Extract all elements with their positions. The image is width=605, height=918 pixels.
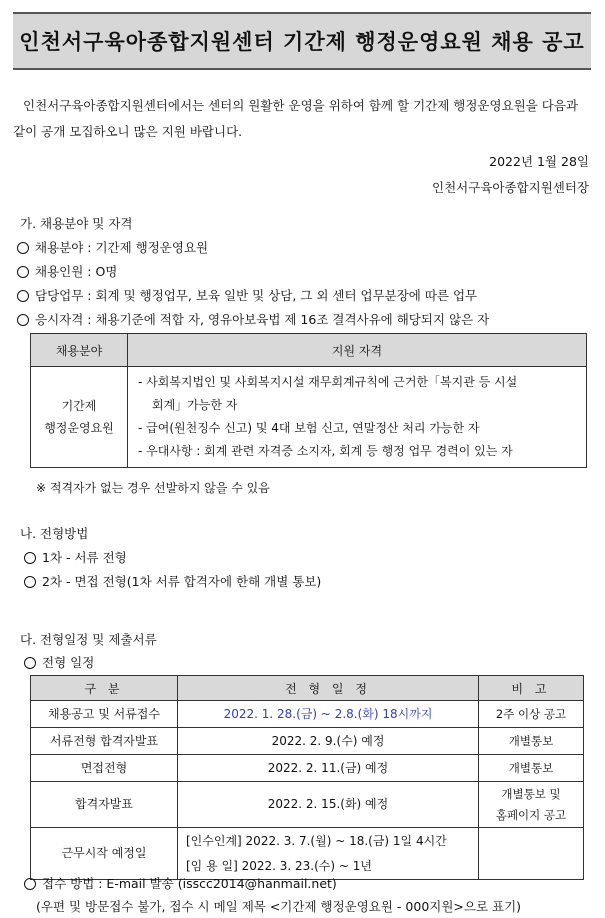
table-cell: 서류전형 합격자발표 <box>31 728 178 755</box>
table-row <box>31 676 584 701</box>
circle-bullet-icon <box>17 290 29 302</box>
circle-bullet-icon <box>24 552 36 564</box>
list-item: 응시자격 : 채용기준에 적합 자, 영유아보육법 제 16조 결격사유에 해당되지 않은 자 <box>17 310 489 328</box>
table-cell: 2022. 2. 9.(수) 예정 <box>178 728 479 755</box>
table-row <box>31 701 584 728</box>
table-row <box>31 782 584 828</box>
circle-bullet-icon <box>24 878 36 890</box>
qual-cell: - 사회복지법인 및 사회복지시설 재무회계규칙에 근거한「복지관 등 시설 회계」가능한 자 - 급여(원천징수 신고) 및 4대 보험 신고, 연말정산 처리 가능한 자 - 우대사항 : 회계 관련 자격증 소지자, 회계 등 행정 업무 경력이 있는 자 <box>128 367 587 468</box>
table-header: 구 분 <box>31 676 178 701</box>
table-cell: [인수인계] 2022. 3. 7.(월) ~ 18.(금) 1일 4시간 [임 용 일] 2022. 3. 23.(수) ~ 1년 <box>178 828 479 880</box>
list-item: 전형 일정 <box>24 653 94 671</box>
circle-bullet-icon <box>17 266 29 278</box>
table-row <box>31 755 584 782</box>
announce-date: 2022년 1월 28일 <box>489 154 589 169</box>
table-cell <box>479 828 584 880</box>
table-header: 전 형 일 정 <box>178 676 479 701</box>
list-item: 1차 - 서류 전형 <box>24 548 127 566</box>
list-item: 채용인원 : O명 <box>17 262 117 280</box>
schedule-table <box>30 675 584 880</box>
table-cell: 면접전형 <box>31 755 178 782</box>
table-header: 지원 자격 <box>128 334 587 367</box>
table-header: 비 고 <box>479 676 584 701</box>
table-cell: 채용공고 및 서류접수 <box>31 701 178 728</box>
table-cell: 근무시작 예정일 <box>31 828 178 880</box>
table-header: 채용분야 <box>31 334 128 367</box>
section-a-heading: 가. 채용분야 및 자격 <box>20 216 133 231</box>
list-item: 담당업무 : 회계 및 행정업무, 보육 일반 및 상담, 그 외 센터 업무분장에 따른 업무 <box>17 286 477 304</box>
section-b-heading: 나. 전형방법 <box>20 526 89 541</box>
intro-text: 인천서구육아종합지원센터에서는 센터의 원활한 운영을 위하여 함께 할 기간제 행정운영요원을 다음과 같이 공개 모집하오니 많은 지원 바랍니다. <box>13 98 578 139</box>
table-cell: 2022. 1. 28.(금) ~ 2.8.(화) 18시까지 <box>178 701 479 728</box>
table-row <box>31 367 587 468</box>
table-cell: 개별통보 <box>479 755 584 782</box>
table-row <box>31 334 587 367</box>
circle-bullet-icon <box>17 242 29 254</box>
table-cell: 합격자발표 <box>31 782 178 828</box>
page-title: 인천서구육아종합지원센터 기간제 행정운영요원 채용 공고 <box>13 12 591 70</box>
table-cell: 개별통보 <box>479 728 584 755</box>
table-row <box>31 828 584 880</box>
qualification-table <box>30 333 587 468</box>
list-item: 2차 - 면접 전형(1차 서류 합격자에 한해 개별 통보) <box>24 572 321 590</box>
section-c-heading: 다. 전형일정 및 제출서류 <box>20 632 157 647</box>
table-cell: 개별통보 및 홈페이지 공고 <box>479 782 584 828</box>
circle-bullet-icon <box>24 657 36 669</box>
list-item: 접수 방법 : E-mail 발송 (isscc2014@hanmail.net) <box>24 874 337 892</box>
issuer: 인천서구육아종합지원센터장 <box>432 180 589 195</box>
circle-bullet-icon <box>24 576 36 588</box>
note-text: ※ 적격자가 없는 경우 선발하지 않을 수 있음 <box>36 481 270 495</box>
table-row <box>31 728 584 755</box>
apply-note: (우편 및 방문접수 불가, 접수 시 메일 제목 <기간제 행정운영요원 - 000지원>으로 표기) <box>36 899 522 914</box>
field-cell: 기간제 행정운영요원 <box>31 367 128 468</box>
list-item: 채용분야 : 기간제 행정운영요원 <box>17 238 208 256</box>
circle-bullet-icon <box>17 314 29 326</box>
table-cell: 2022. 2. 15.(화) 예정 <box>178 782 479 828</box>
table-cell: 2주 이상 공고 <box>479 701 584 728</box>
table-cell: 2022. 2. 11.(금) 예정 <box>178 755 479 782</box>
